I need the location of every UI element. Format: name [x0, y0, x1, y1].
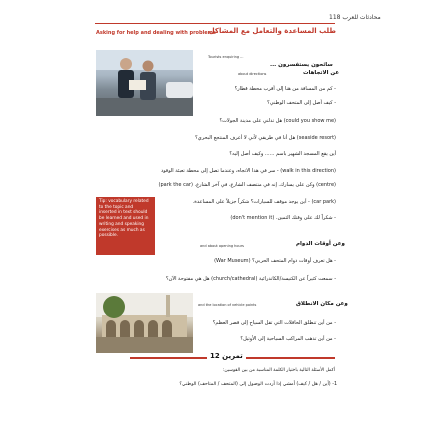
directions-line: (could you show me) هل تدلني على مدينة الجولات؟ — [219, 118, 336, 124]
tourists-photo — [96, 50, 193, 116]
directions-label-english: about directions — [238, 72, 267, 76]
exercise-item: 1- (أين / هل / كيف) أمشي إذا أردت الوصول إلى (المتحف / المتاحف) الوطني؟ — [179, 382, 337, 387]
opening-hours-label-english: and about opening hours — [200, 244, 245, 248]
section-title-arabic: طلب المساعدة والتعامل مع المشاكل — [208, 27, 336, 35]
tip-box: Tip: vocabulary related to the topic and inserted in text should be learned and used in writing and speaking exercises as much as possible. — [96, 197, 155, 255]
opening-hours-label-arabic: وعن أوقات الدوام — [296, 241, 345, 247]
section-intro-arabic: سائحون يستفسرون ... — [270, 62, 333, 68]
directions-line: - كيف أصل إلى المتحف الوطني؟ — [267, 100, 336, 106]
mosque-illustration — [96, 293, 193, 353]
exercise-instruction: أكمل الأسئلة التالية باختيار الكلمة المناسبة من بين القوسين: — [222, 368, 335, 373]
directions-line: - شكراً لك على وقتك الثمين. (don't mention it) — [230, 215, 336, 221]
directions-label-arabic: عن الاتجاهات — [303, 70, 340, 76]
directions-line: أين يقع المسجد الشهير باسم ...... وكيف أصل إليه؟ — [229, 151, 336, 157]
vehicle-points-line: - من أين تنطلق الحافلات التي تقل السياح إلى قصر العظم؟ — [212, 320, 336, 326]
vehicle-points-label-english: and the location of vehicle points — [198, 303, 257, 307]
header-rule — [95, 23, 335, 24]
exercise-title: تمرين 12 — [207, 352, 246, 360]
page-number: 118 محادثات للعرب — [329, 14, 381, 21]
directions-line: (walk in this direction) - سر في هذا الاتجاه، وعندما تصل إلى محطة تعبئة الوقود — [161, 168, 336, 174]
opening-hours-line: - سمعت كثيراً عن الكنيسة/الكاتدرائية (church/cathedral) هل هي مفتوحة الآن؟ — [165, 276, 336, 282]
directions-line: (centre) وكن على يسارك. إنه في منتصف الشارع، في آخر الشارع. (park the car) — [158, 182, 336, 188]
vehicle-points-line: - من أين تذهب المراكب السياحية إلى الأوتيل؟ — [240, 336, 336, 342]
opening-hours-line: - هل تعرف أوقات دوام المتحف الحربي؟ (War Museum) — [214, 258, 336, 264]
vehicle-points-label-arabic: وعن مكان الانطلاق — [296, 301, 348, 307]
directions-line: (car park) - أين يوجد موقف للسيارات؟ شكراً جزيلاً على المساعدة. — [192, 199, 336, 205]
directions-line: (seaside resort) هل أنا في طريقي لأني لا أعرف المنتجع البحري؟ — [195, 135, 336, 141]
mosque-courtyard-photo — [96, 293, 193, 353]
section-intro-english: Tourists enquiring ... — [208, 55, 244, 59]
section-title-english: Asking for help and dealing with problems — [96, 30, 216, 36]
tourists-illustration — [96, 50, 193, 116]
directions-line: - كم من المسافة من هنا إلى أقرب محطة قطار؟ — [234, 86, 336, 92]
